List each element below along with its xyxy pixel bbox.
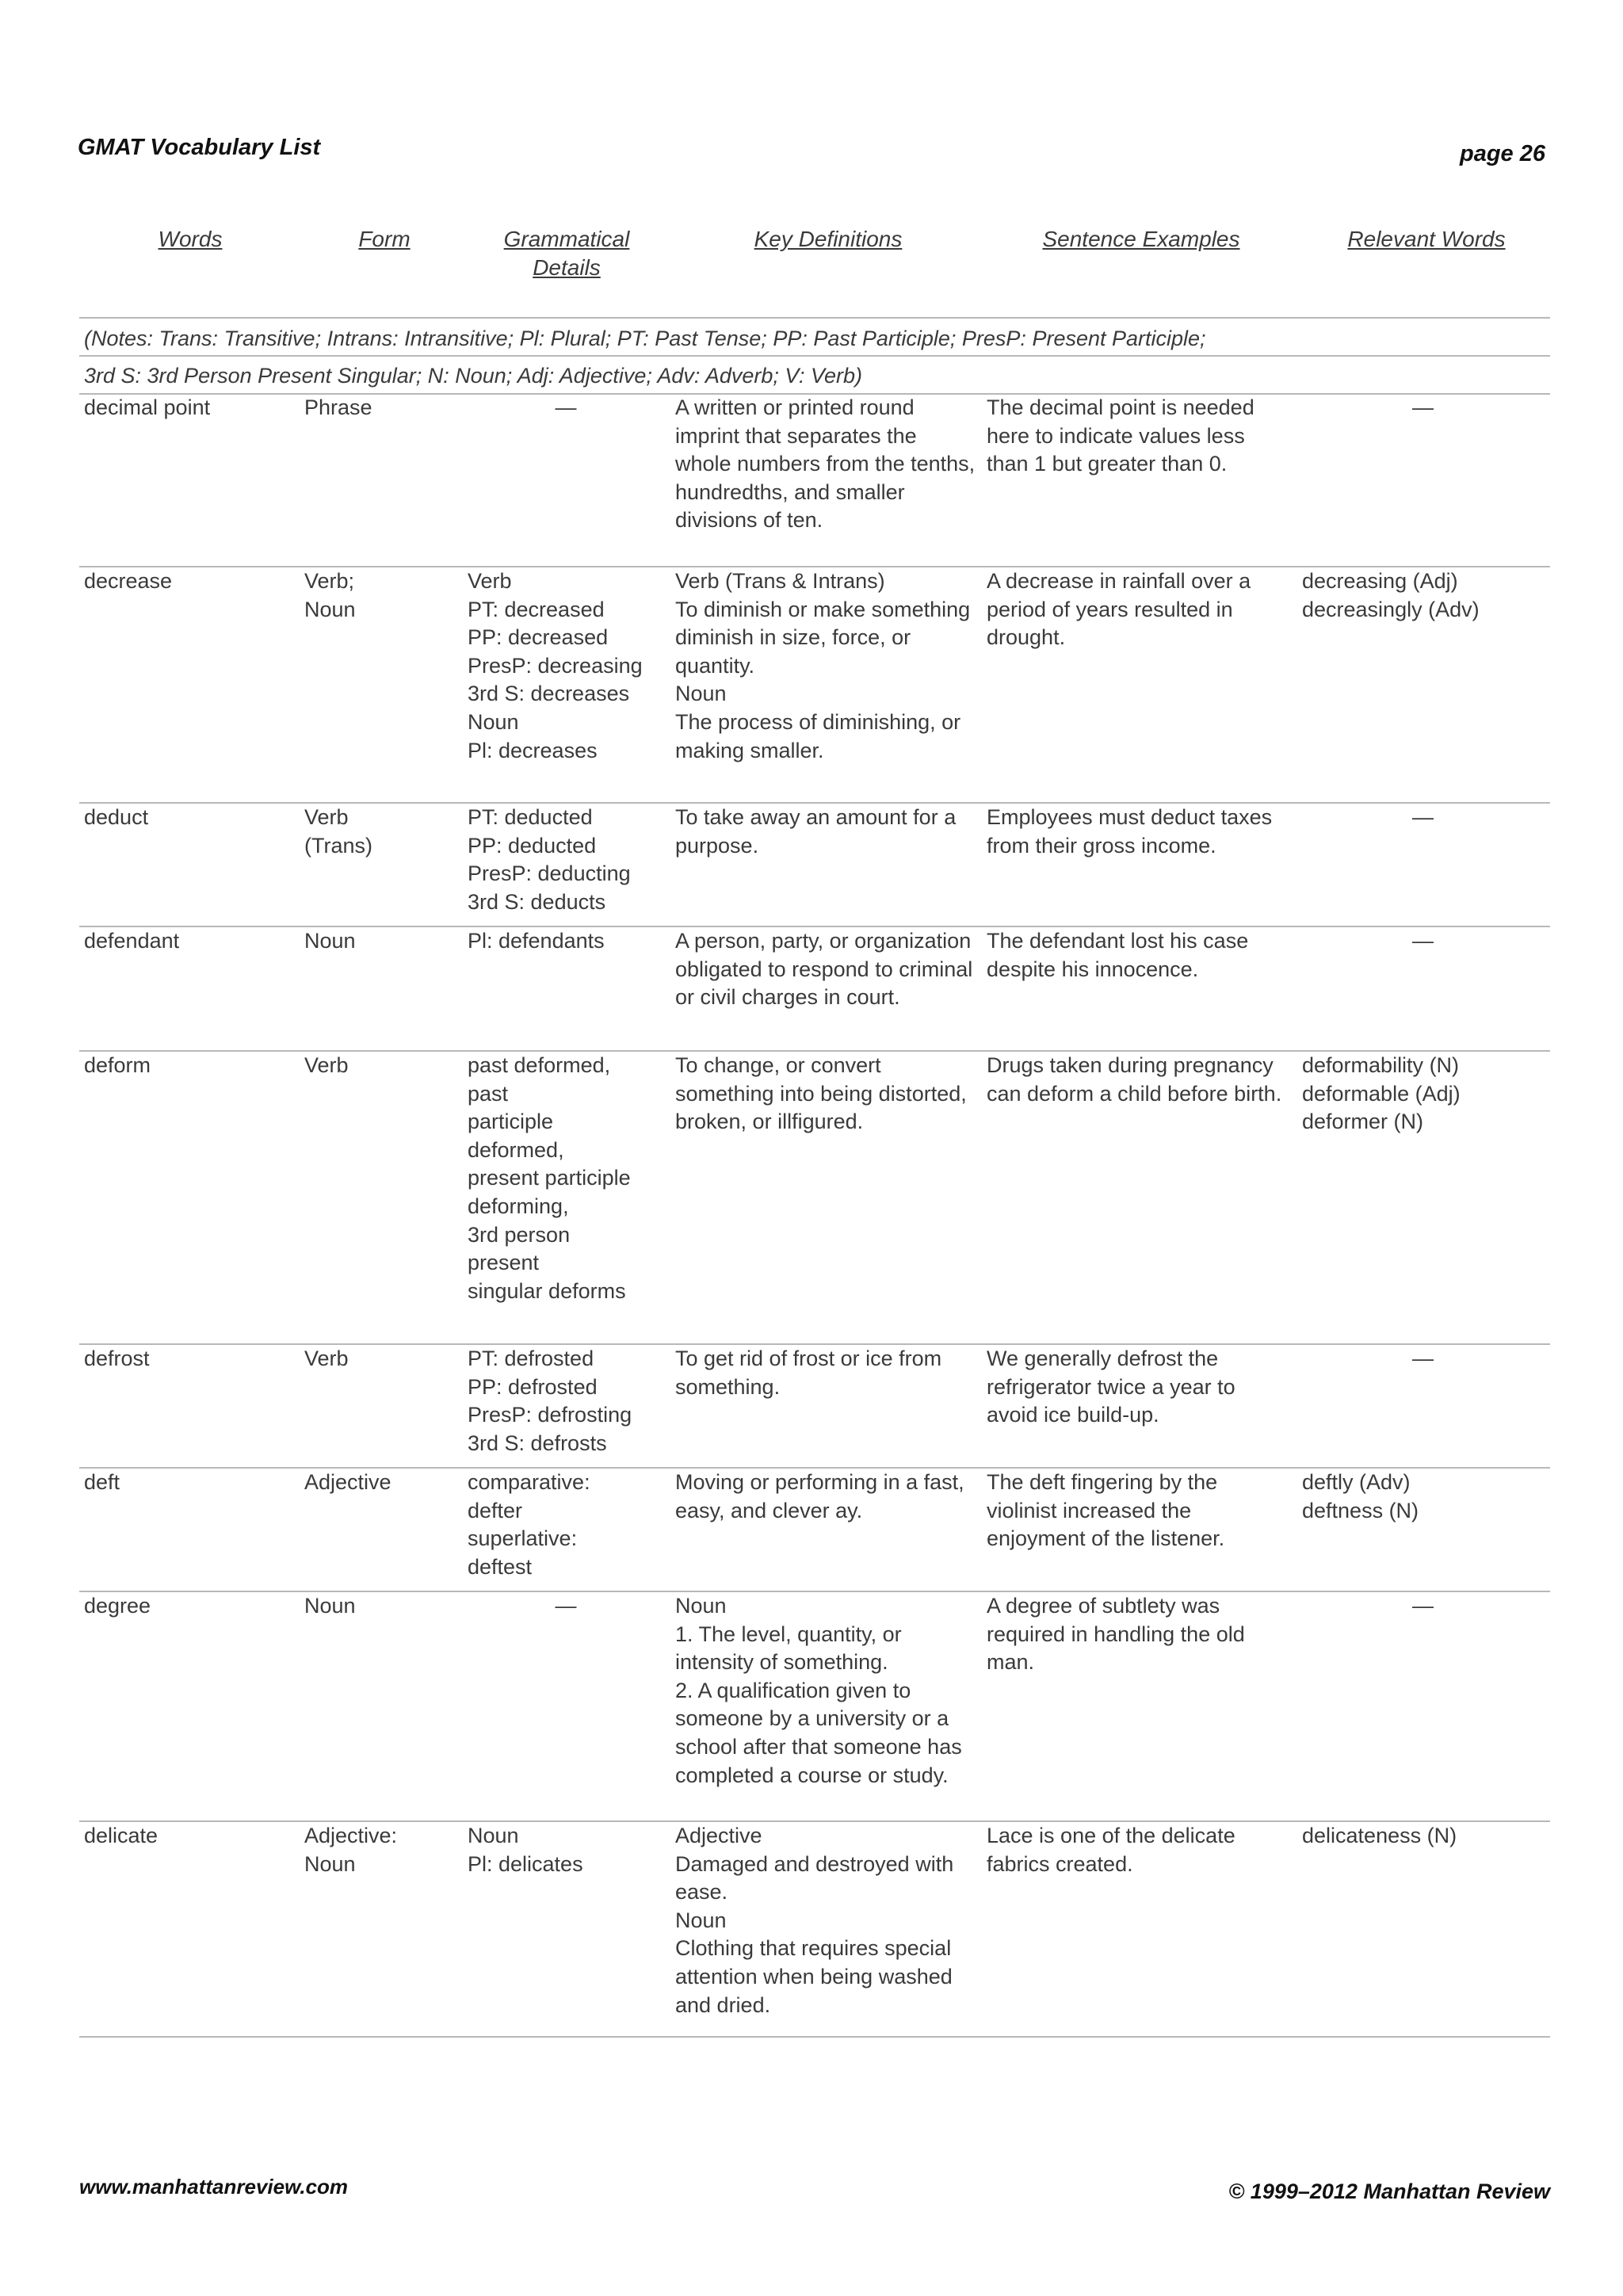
column-header-relevant-words: Relevant Words — [1347, 227, 1506, 251]
definition-cell: Verb (Trans & Intrans) To diminish or make something diminish in size, force, or quantity. Noun The process of diminishing, or making smaller. — [670, 567, 982, 803]
table-row — [79, 1344, 1550, 1468]
definition-cell: A written or printed round imprint that separates the whole numbers from the tenths, hundredths, and smaller divisions of ten. — [670, 394, 982, 567]
relevant-words-cell: — — [1297, 394, 1550, 567]
column-header-sentence-examples: Sentence Examples — [1042, 227, 1240, 251]
grammar-cell: — — [463, 1591, 670, 1821]
page-number: page 26 — [1460, 141, 1545, 166]
column-header-key-definitions: Key Definitions — [754, 227, 903, 251]
table-row — [79, 1591, 1550, 1821]
grammar-cell: Noun Pl: delicates — [463, 1821, 670, 2037]
definition-cell: A person, party, or organization obligated to respond to criminal or civil charges in court. — [670, 926, 982, 1051]
relevant-words-cell: — — [1297, 1591, 1550, 1821]
word-cell: degree — [79, 1591, 300, 1821]
grammar-cell: PT: deducted PP: deducted PresP: deducting 3rd S: deducts — [463, 803, 670, 926]
notes-line-1: (Notes: Trans: Transitive; Intrans: Intransitive; Pl: Plural; PT: Past Tense; PP: Past Participle; PresP: Present Participle; — [84, 327, 1206, 350]
grammar-cell: — — [463, 394, 670, 567]
relevant-words-cell: decreasing (Adj) decreasingly (Adv) — [1297, 567, 1550, 803]
notes-line-2: 3rd S: 3rd Person Present Singular; N: Noun; Adj: Adjective; Adv: Adverb; V: Verb) — [84, 364, 862, 388]
form-cell: Noun — [300, 926, 463, 1051]
example-cell: The decimal point is needed here to indicate values less than 1 but greater than 0. — [982, 394, 1297, 567]
word-cell: deduct — [79, 803, 300, 926]
grammar-cell: PT: defrosted PP: defrosted PresP: defrosting 3rd S: defrosts — [463, 1344, 670, 1468]
table-row — [79, 803, 1550, 926]
table-row — [79, 1468, 1550, 1591]
column-header-form: Form — [358, 227, 411, 251]
grammar-cell: Pl: defendants — [463, 926, 670, 1051]
relevant-words-cell: delicateness (N) — [1297, 1821, 1550, 2037]
table-row — [79, 394, 1550, 567]
form-cell: Phrase — [300, 394, 463, 567]
form-cell: Verb; Noun — [300, 567, 463, 803]
form-cell: Verb — [300, 1051, 463, 1344]
relevant-words-cell: — — [1297, 926, 1550, 1051]
form-cell: Verb — [300, 1344, 463, 1468]
word-cell: defrost — [79, 1344, 300, 1468]
column-header-words: Words — [158, 227, 223, 251]
divider — [79, 355, 1550, 357]
relevant-words-cell: deftly (Adv) deftness (N) — [1297, 1468, 1550, 1591]
example-cell: A decrease in rainfall over a period of years resulted in drought. — [982, 567, 1297, 803]
definition-cell: Moving or performing in a fast, easy, and clever ay. — [670, 1468, 982, 1591]
footer-website: www.manhattanreview.com — [79, 2175, 349, 2199]
form-cell: Adjective: Noun — [300, 1821, 463, 2037]
footer-copyright: © 1999–2012 Manhattan Review — [1228, 2179, 1550, 2203]
definition-cell: To change, or convert something into being distorted, broken, or illfigured. — [670, 1051, 982, 1344]
relevant-words-cell: — — [1297, 1344, 1550, 1468]
form-cell: Adjective — [300, 1468, 463, 1591]
grammar-cell: Verb PT: decreased PP: decreased PresP: decreasing 3rd S: decreases Noun Pl: decreases — [463, 567, 670, 803]
word-cell: decimal point — [79, 394, 300, 567]
document-title: GMAT Vocabulary List — [78, 135, 321, 160]
form-cell: Verb (Trans) — [300, 803, 463, 926]
table-row — [79, 1821, 1550, 2037]
form-cell: Noun — [300, 1591, 463, 1821]
relevant-words-cell: deformability (N) deformable (Adj) deformer (N) — [1297, 1051, 1550, 1344]
grammar-cell: comparative: defter superlative: deftest — [463, 1468, 670, 1591]
definition-cell: Noun 1. The level, quantity, or intensity of something. 2. A qualification given to someone by a university or a school after that someone has completed a course or study. — [670, 1591, 982, 1821]
example-cell: Lace is one of the delicate fabrics created. — [982, 1821, 1297, 2037]
grammar-cell: past deformed, past participle deformed, present participle deforming, 3rd person present singular deforms — [463, 1051, 670, 1344]
example-cell: Employees must deduct taxes from their gross income. — [982, 803, 1297, 926]
example-cell: The deft fingering by the violinist increased the enjoyment of the listener. — [982, 1468, 1297, 1591]
table-row — [79, 567, 1550, 803]
word-cell: delicate — [79, 1821, 300, 2037]
word-cell: decrease — [79, 567, 300, 803]
word-cell: defendant — [79, 926, 300, 1051]
example-cell: A degree of subtlety was required in handling the old man. — [982, 1591, 1297, 1821]
column-header-grammatical-details: Grammatical Details — [503, 227, 630, 280]
definition-cell: To take away an amount for a purpose. — [670, 803, 982, 926]
word-cell: deft — [79, 1468, 300, 1591]
vocabulary-table — [79, 394, 1550, 2038]
example-cell: Drugs taken during pregnancy can deform a child before birth. — [982, 1051, 1297, 1344]
definition-cell: Adjective Damaged and destroyed with ease. Noun Clothing that requires special attention when being washed and dried. — [670, 1821, 982, 2037]
table-row — [79, 926, 1550, 1051]
relevant-words-cell: — — [1297, 803, 1550, 926]
word-cell: deform — [79, 1051, 300, 1344]
example-cell: The defendant lost his case despite his innocence. — [982, 926, 1297, 1051]
table-row — [79, 1051, 1550, 1344]
definition-cell: To get rid of frost or ice from something. — [670, 1344, 982, 1468]
example-cell: We generally defrost the refrigerator twice a year to avoid ice build-up. — [982, 1344, 1297, 1468]
divider — [79, 317, 1550, 319]
